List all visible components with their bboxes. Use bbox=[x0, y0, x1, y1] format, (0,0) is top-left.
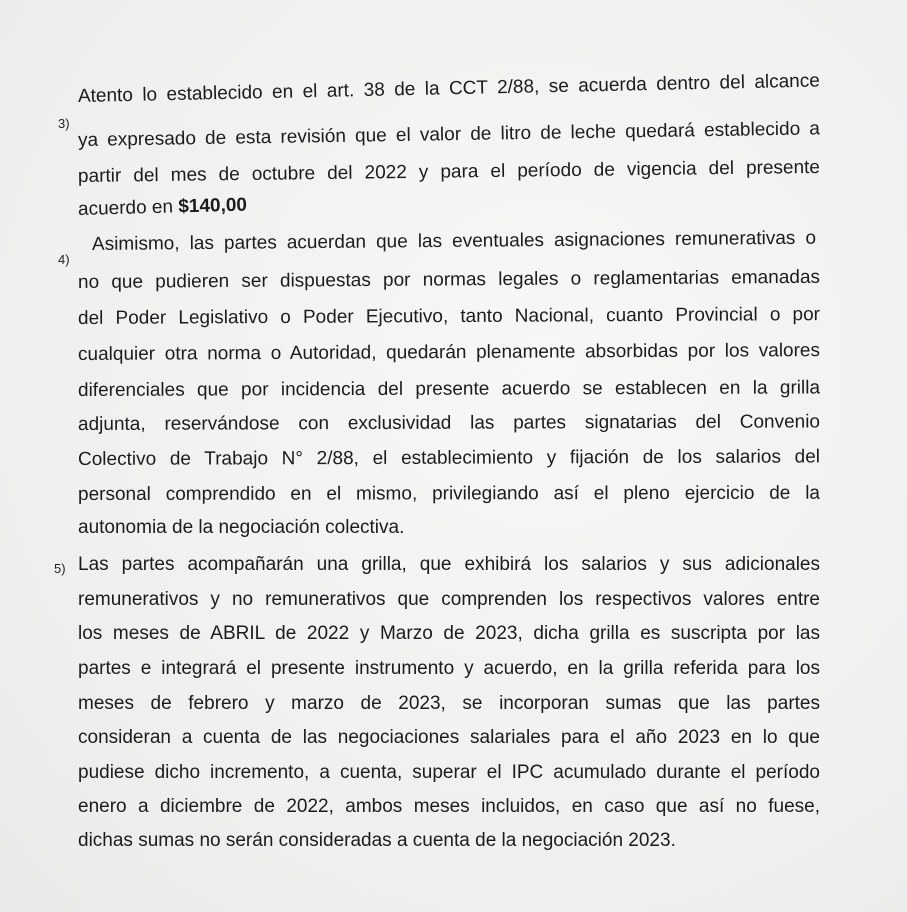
clause-line: Asimismo, las partes acuerdan que las eventuales asignaciones remunerativas o bbox=[91, 227, 817, 255]
clause-line: meses de febrero y marzo de 2023, se incorporan sumas que las partes bbox=[78, 693, 820, 714]
clause-line: Colectivo de Trabajo N° 2/88, el establecimiento y fijación de los salarios del bbox=[77, 446, 821, 470]
clause-line: Las partes acompañarán una grilla, que exhibirá los salarios y sus adicionales bbox=[78, 554, 820, 575]
clause-line: pudiese dicho incremento, a cuenta, superar el IPC acumulado durante el período bbox=[78, 762, 820, 783]
clause-text: acuerdo en bbox=[77, 196, 174, 220]
clause-line-last: dichas sumas no serán consideradas a cuenta de la negociación 2023. bbox=[78, 830, 676, 851]
clause-line: ya expresado de esta revisión que el valor de litro de leche quedará establecido a bbox=[77, 118, 821, 151]
clause-number: 3) bbox=[58, 116, 70, 131]
clause-line: partir del mes de octubre del 2022 y para el período de vigencia del presente bbox=[77, 156, 821, 187]
clause-line: los meses de ABRIL de 2022 y Marzo de 2023, dicha grilla es suscripta por las bbox=[78, 623, 820, 644]
clause-line: no que pudieren ser dispuestas por normas legales o reglamentarias emanadas bbox=[77, 266, 821, 293]
clause-line: cualquier otra norma o Autoridad, quedarán plenamente absorbidas por los valores bbox=[77, 340, 821, 365]
clause-line: consideran a cuenta de las negociaciones salariales para el año 2023 en lo que bbox=[78, 727, 820, 748]
clause-number: 5) bbox=[54, 561, 66, 576]
clause-line: remunerativos y no remunerativos que comprenden los respectivos valores entre bbox=[78, 589, 820, 610]
clause-number: 4) bbox=[58, 252, 70, 267]
clause-line: diferenciales que por incidencia del presente acuerdo se establecen en la grilla bbox=[77, 377, 821, 401]
clause-line: enero a diciembre de 2022, ambos meses incluidos, en caso que así no fuese, bbox=[78, 796, 820, 817]
clause-line: del Poder Legislativo o Poder Ejecutivo, tanto Nacional, cuanto Provincial o por bbox=[77, 304, 821, 329]
clause-line: partes e integrará el presente instrumento y acuerdo, en la grilla referida para los bbox=[78, 658, 820, 679]
milk-price-value: $140,00 bbox=[178, 194, 248, 218]
clause-line: Atento lo establecido en el art. 38 de la CCT 2/88, se acuerda dentro del alcance bbox=[77, 70, 821, 107]
clause-line-last bbox=[78, 195, 248, 221]
clause-line: personal comprendido en el mismo, privilegiando así el pleno ejercicio de la bbox=[77, 482, 821, 505]
clause-line: adjunta, reservándose con exclusividad las partes signatarias del Convenio bbox=[77, 411, 821, 435]
clause-line-last: autonomia de la negociación colectiva. bbox=[78, 517, 405, 538]
